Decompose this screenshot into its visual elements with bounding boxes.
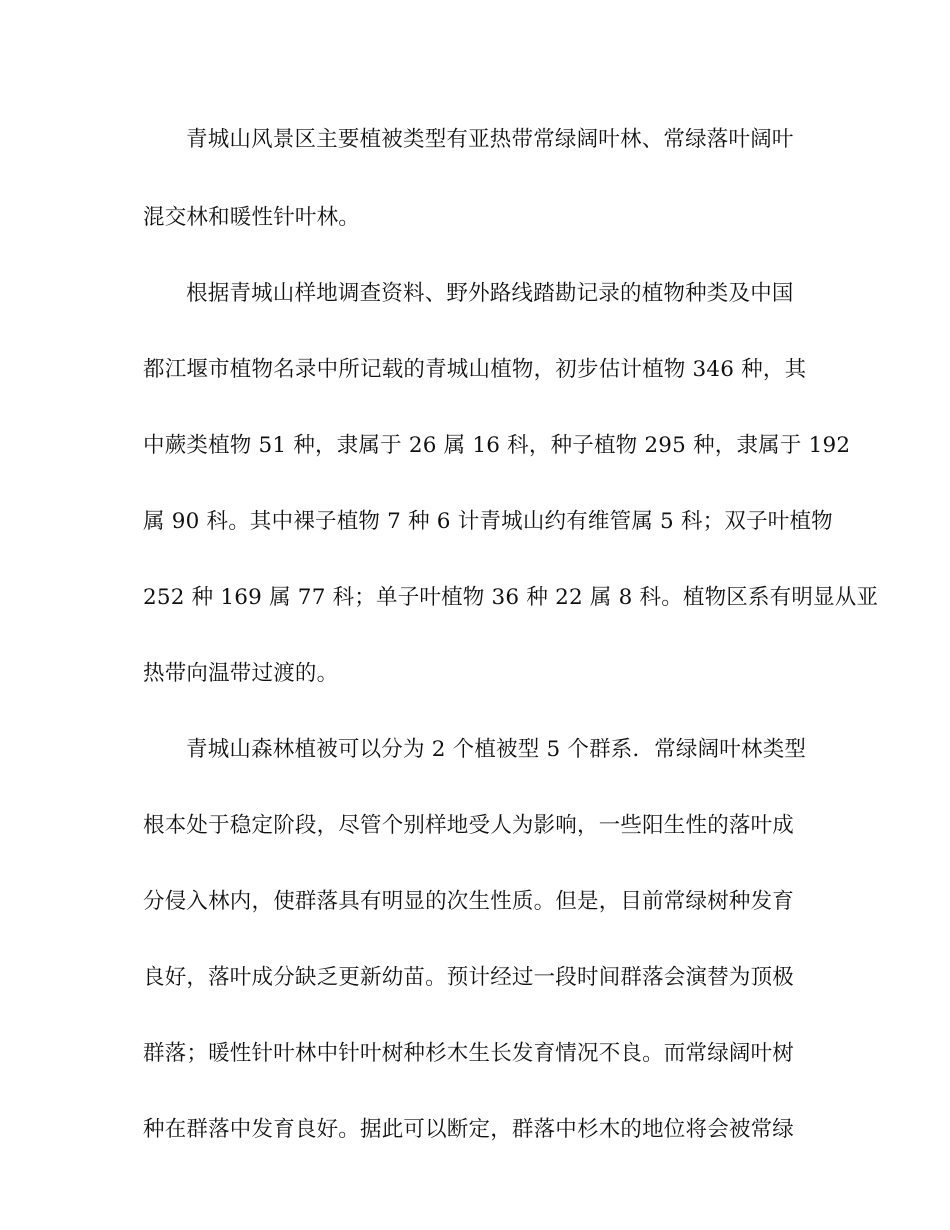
paragraph-3-line-5: 群落；暖性针叶林中针叶树种杉木生长发育情况不良。而常绿阔叶树: [143, 1041, 795, 1066]
paragraph-2-line-4: 属 90 科。其中裸子植物 7 种 6 计青城山约有维管属 5 科；双子叶植物: [143, 509, 833, 534]
paragraph-2-line-3: 中蕨类植物 51 种，隶属于 26 属 16 科，种子植物 295 种，隶属于 192: [143, 433, 851, 458]
paragraph-2-line-6: 热带向温带过渡的。: [143, 661, 339, 686]
paragraph-2-line-1: 根据青城山样地调查资料、野外路线踏勘记录的植物种类及中国: [186, 281, 794, 306]
paragraph-2-line-2: 都江堰市植物名录中所记载的青城山植物，初步估计植物 346 种，其: [143, 357, 807, 382]
paragraph-2-line-5: 252 种 169 属 77 科；单子叶植物 36 种 22 属 8 科。植物区系有明显从亚: [143, 585, 879, 610]
paragraph-1-line-1: 青城山风景区主要植被类型有亚热带常绿阔叶林、常绿落叶阔叶: [186, 127, 794, 152]
paragraph-3-line-4: 良好，落叶成分缺乏更新幼苗。预计经过一段时间群落会演替为顶极: [143, 965, 795, 990]
paragraph-3-line-6: 种在群落中发育良好。据此可以断定，群落中杉木的地位将会被常绿: [143, 1117, 795, 1142]
paragraph-1-line-2: 混交林和暖性针叶林。: [143, 205, 361, 230]
paragraph-3-line-2: 根本处于稳定阶段，尽管个别样地受人为影响，一些阳生性的落叶成: [143, 813, 795, 838]
paragraph-3-line-3: 分侵入林内，使群落具有明显的次生性质。但是，目前常绿树种发育: [143, 889, 795, 914]
paragraph-3-line-1: 青城山森林植被可以分为 2 个植被型 5 个群系．常绿阔叶林类型: [186, 737, 807, 762]
